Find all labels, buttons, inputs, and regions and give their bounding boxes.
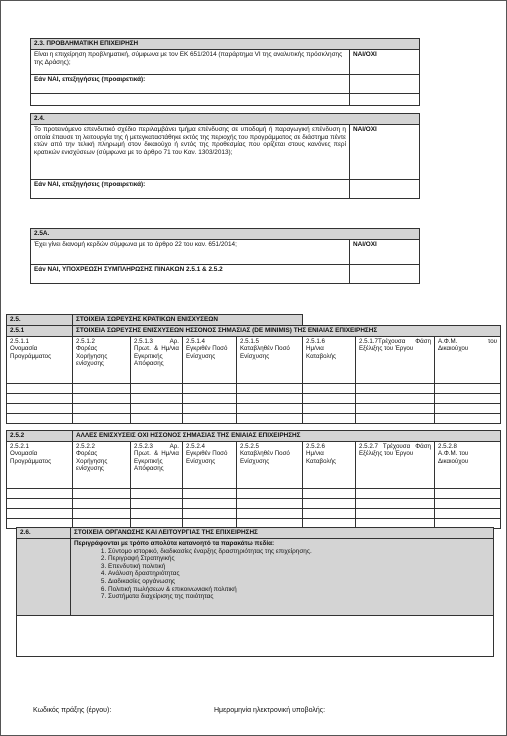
- section-2-3-title: 2.3. ΠΡΟΒΛΗΜΑΤΙΚΗ ΕΠΙΧΕΙΡΗΣΗ: [31, 39, 420, 50]
- list-item: 3. Επενδυτική πολιτική: [108, 563, 490, 571]
- section-2-5-2-num: 2.5.2: [7, 431, 73, 442]
- column-header-payment-date: 2.5.1.6 Ημ/νια Καταβολής: [303, 337, 356, 384]
- section-2-5a-question: Έχει γίνει διανομή κερδών σύμφωνα με το άρθρο 22 του καν. 651/2014;: [31, 240, 350, 265]
- section-2-5-2-title: ΑΛΛΕΣ ΕΝΙΣΧΥΣΕΙΣ ΟΧΙ ΗΣΣΟΝΟΣ ΣΗΜΑΣΙΑΣ ΤΗΣ ΕΝΙΑΙΑΣ ΕΠΙΧΕΙΡΗΣΗΣ: [73, 431, 501, 442]
- section-2-3-question: Είναι η επιχείρηση προβληματική, σύμφωνα με τον ΕΚ 651/2014 (παράρτημα VI της αναλυτικής πρόσκλησης της Δράσης);: [31, 50, 350, 75]
- column-header-decision: 2.5.1.3 Αρ. Πρωτ. & Ημ/νια Εγκριτικής Απόφασης: [131, 337, 183, 384]
- section-2-4-explain-field[interactable]: [350, 180, 420, 199]
- table-row: [7, 384, 501, 394]
- column-header-project-phase: 2.5.2.7 Τρέχουσα Φάση Εξέλιξης του Έργου: [356, 442, 435, 489]
- column-header-tax-id: 2.5.2.8 Α.Φ.Μ. του Δικαιούχου: [435, 442, 501, 489]
- list-item: 5. Διαδικασίες οργάνωσης: [108, 578, 490, 586]
- section-2-4-title: 2.4.: [31, 114, 420, 125]
- section-2-5-num: 2.5.: [7, 315, 73, 326]
- section-2-6-side: [17, 539, 71, 616]
- section-2-4-table: [30, 113, 420, 199]
- table-row: [7, 489, 501, 499]
- section-2-5-spacer: [303, 315, 501, 326]
- section-2-3-table: [30, 38, 420, 106]
- section-2-5a-explain: Εάν ΝΑΙ, ΥΠΟΧΡΕΩΣΗ ΣΥΜΠΛΗΡΩΣΗΣ ΠΙΝΑΚΩΝ 2.5.1 & 2.5.2: [31, 265, 350, 284]
- table-row: [7, 404, 501, 414]
- section-2-6-list: [74, 548, 490, 601]
- table-row: [7, 394, 501, 404]
- section-2-4-answer[interactable]: ΝΑΙ/ΟΧΙ: [350, 125, 420, 180]
- column-header-project-phase: 2.5.1.7Τρέχουσα Φάση Εξέλιξης του Έργου: [356, 337, 435, 384]
- footer-submission-date: Ημερομηνία ηλεκτρονική υποβολής:: [214, 707, 326, 714]
- section-2-5-title: ΣΤΟΙΧΕΙΑ ΣΩΡΕΥΣΗΣ ΚΡΑΤΙΚΩΝ ΕΝΙΣΧΥΣΕΩΝ: [73, 315, 303, 326]
- list-item: 1. Σύντομο ιστορικό, διαδικασίες έναρξης δραστηριότητας της επιχείρησης.: [108, 548, 490, 556]
- footer-project-code: Κωδικός πράξης (έργου):: [33, 707, 112, 714]
- section-2-5a-table: [30, 228, 420, 284]
- section-2-4-question: Το προτεινόμενο επενδυτικό σχέδιο περιλαμβάνει τμήμα επένδυσης σε υποδομή ή παραγωγική επένδυση η οποία έπαυσε τη λειτουργία της ή μετεγκαταστάθηκε εκτός της περιοχής του προγράμματος σε διάστημα πέντε ετών από την τελική πληρωμή στον δικαιούχο ή εντός της προθεσμίας που ορίζεται στους κανόνες περί κρατικών ενισχύσεων (σύμφωνα με το άρθρο 71 του Καν. 1303/2013);: [31, 125, 350, 180]
- section-2-3-blank-answer[interactable]: [350, 94, 420, 106]
- section-2-6-description: [71, 539, 494, 616]
- column-header-paid-amount: 2.5.1.5 Καταβληθέν Ποσό Ενίσχυσης: [237, 337, 303, 384]
- section-2-5-1-num: 2.5.1: [7, 326, 73, 337]
- section-2-5a-answer[interactable]: ΝΑΙ/ΟΧΙ: [350, 240, 420, 265]
- section-2-5-1-table: [6, 314, 501, 424]
- section-2-5-2-table: [6, 430, 501, 529]
- table-row: [7, 414, 501, 424]
- list-item: 7. Συστήματα διαχείρισης της ποιότητας: [108, 593, 490, 601]
- column-header-decision: 2.5.2.3 Αρ. Πρωτ. & Ημ/νια Εγκριτικής Απόφασης: [131, 442, 183, 489]
- section-2-6-title: ΣΤΟΙΧΕΙΑ ΟΡΓΑΝΩΣΗΣ ΚΑΙ ΛΕΙΤΟΥΡΓΙΑΣ ΤΗΣ ΕΠΙΧΕΙΡΗΣΗΣ: [71, 528, 494, 539]
- column-header-program: 2.5.1.1 Ονομασία Προγράμματος: [7, 337, 73, 384]
- section-2-4-explain: Εάν ΝΑΙ, επεξηγήσεις (προαιρετικά):: [31, 180, 350, 199]
- column-header-paid-amount: 2.5.2.5 Καταβληθέν Ποσό Ενίσχυσης: [237, 442, 303, 489]
- column-header-agency: 2.5.2.2 Φορέας Χορήγησης ενίσχυσης: [73, 442, 131, 489]
- column-header-program: 2.5.2.1 Ονομασία Προγράμματος: [7, 442, 73, 489]
- column-header-payment-date: 2.5.2.6 Ημ/νια Καταβολής: [303, 442, 356, 489]
- list-item: 2. Περιγραφή Στρατηγικής: [108, 555, 490, 563]
- section-2-3-blank[interactable]: [31, 94, 350, 106]
- column-header-approved-amount: 2.5.1.4 Εγκριθέν Ποσό Ενίσχυσης: [183, 337, 237, 384]
- list-item: 6. Πολιτική πωλήσεων & επικοινωνιακή πολιτική: [108, 586, 490, 594]
- table-row: [7, 509, 501, 519]
- section-2-3-explain-field[interactable]: [350, 75, 420, 94]
- section-2-5a-explain-field[interactable]: [350, 265, 420, 284]
- section-2-6-text-area[interactable]: [17, 616, 494, 657]
- section-2-6-intro: Περιγράφονται με τρόπο απολύτα κατανοητό τα παρακάτω πεδία:: [74, 540, 275, 547]
- section-2-5-1-title: ΣΤΟΙΧΕΙΑ ΣΩΡΕΥΣΗΣ ΕΝΙΣΧΥΣΕΩΝ ΗΣΣΟΝΟΣ ΣΗΜΑΣΙΑΣ (DE MINIMIS) ΤΗΣ ΕΝΙΑΙΑΣ ΕΠΙΧΕΙΡΗΣΗΣ: [73, 326, 501, 337]
- section-2-3-explain: Εάν ΝΑΙ, επεξηγήσεις (προαιρετικά):: [31, 75, 350, 94]
- column-header-tax-id: Α.Φ.Μ. του Δικαιούχου: [435, 337, 501, 384]
- column-header-agency: 2.5.1.2 Φορέας Χορήγησης ενίσχυσης: [73, 337, 131, 384]
- section-2-5a-title: 2.5Α.: [31, 229, 420, 240]
- section-2-3-answer[interactable]: ΝΑΙ/ΟΧΙ: [350, 50, 420, 75]
- section-2-6-num: 2.6.: [17, 528, 71, 539]
- list-item: 4. Ανάλυση δραστηριότητας: [108, 570, 490, 578]
- column-header-approved-amount: 2.5.2.4 Εγκριθέν Ποσό Ενίσχυσης: [183, 442, 237, 489]
- section-2-6-table: [16, 527, 494, 657]
- table-row: [7, 499, 501, 509]
